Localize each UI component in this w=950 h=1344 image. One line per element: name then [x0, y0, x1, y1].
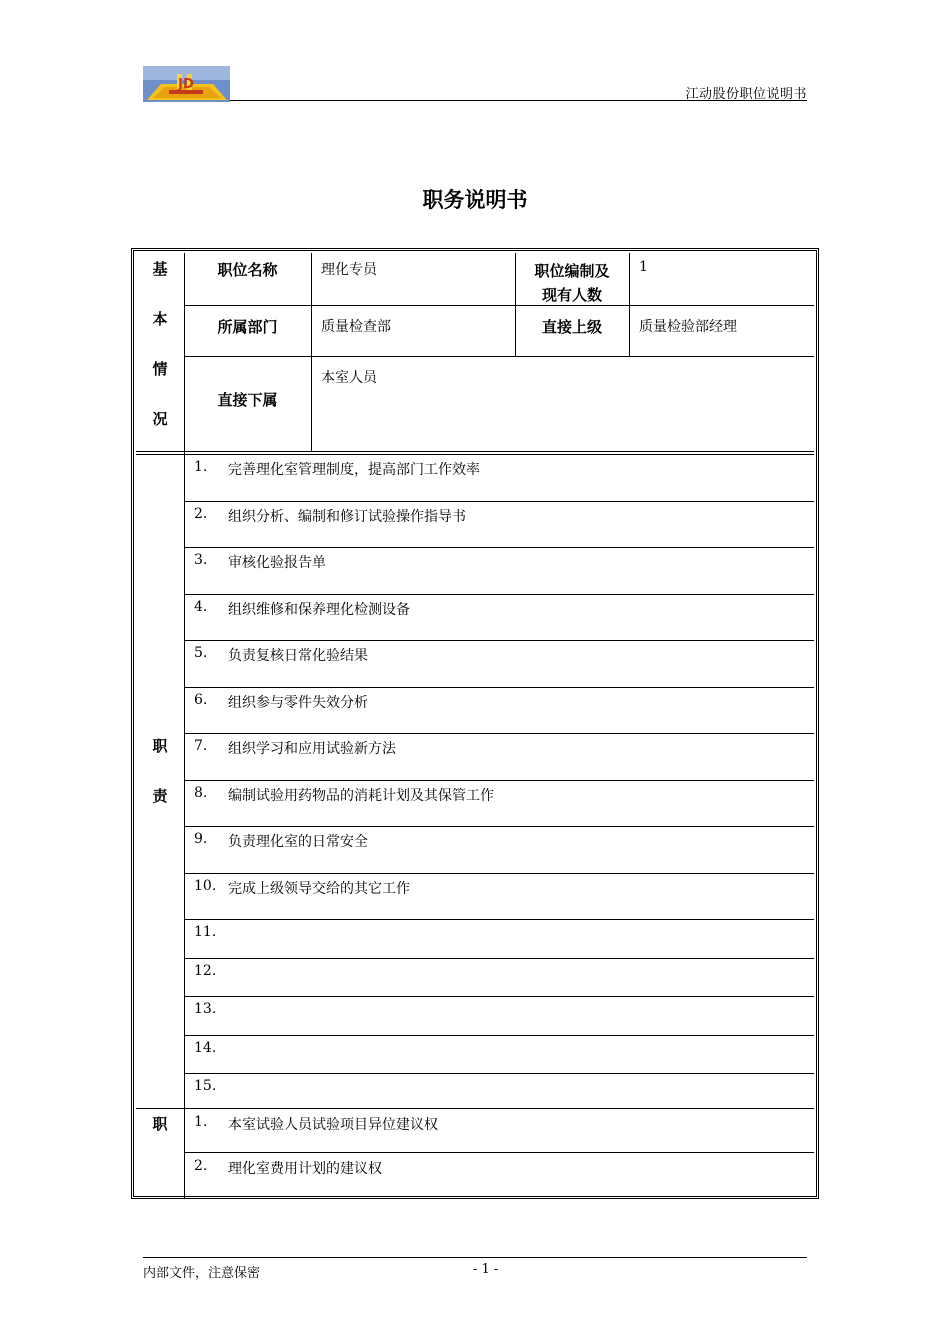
- authority-item-number: 2.: [194, 1158, 208, 1174]
- authority-section-label: 职: [152, 1115, 168, 1133]
- duty-item-text: 负责复核日常化验结果: [228, 648, 368, 664]
- label-column-divider: [311, 253, 312, 451]
- row-divider: [184, 356, 814, 357]
- section-divider: [136, 454, 814, 455]
- section-divider: [136, 1108, 814, 1109]
- duty-item-number: 8.: [194, 784, 208, 801]
- duty-item-number: 3.: [194, 552, 208, 568]
- row-divider: [184, 594, 814, 595]
- row-divider: [184, 1152, 814, 1153]
- row-divider: [184, 733, 814, 734]
- subordinate-value: 本室人员: [321, 370, 377, 386]
- authority-item-text: 理化室费用计划的建议权: [228, 1161, 382, 1177]
- duty-item-text: 组织学习和应用试验新方法: [228, 741, 396, 757]
- duty-item-text: 编制试验用药物品的消耗计划及其保管工作: [228, 787, 494, 804]
- duty-item-number: 7.: [194, 738, 208, 754]
- duty-item-text: 审核化验报告单: [228, 555, 326, 571]
- duty-item-number: 5.: [194, 645, 208, 661]
- duty-item-text: 完善理化室管理制度，提高部门工作效率: [228, 462, 480, 478]
- authority-item-number: 1.: [194, 1114, 208, 1130]
- company-logo: [143, 66, 230, 102]
- duty-item-text: 负责理化室的日常安全: [228, 834, 368, 850]
- footer-rule: [143, 1257, 807, 1258]
- duty-item-number: 15.: [194, 1078, 217, 1094]
- duty-item-text: 完成上级领导交给的其它工作: [228, 880, 410, 897]
- headcount-label: 职位编制及 现有人数: [534, 262, 610, 304]
- row-divider: [184, 919, 814, 920]
- row-divider: [184, 305, 814, 306]
- duty-item-number: 6.: [194, 691, 208, 708]
- duty-item-text: 组织参与零件失效分析: [228, 694, 368, 711]
- row-divider: [184, 547, 814, 548]
- duty-item-text: 组织分析、编制和修订试验操作指导书: [228, 508, 466, 525]
- row-divider: [184, 780, 814, 781]
- row-divider: [184, 501, 814, 502]
- duty-item-number: 13.: [194, 1001, 217, 1017]
- row-divider: [184, 996, 814, 997]
- position-name-label: 职位名称: [217, 261, 278, 279]
- row-divider: [184, 1073, 814, 1074]
- page-header: [143, 66, 807, 102]
- duty-item-number: 10.: [194, 877, 217, 894]
- duty-item-number: 14.: [194, 1039, 217, 1056]
- section-divider: [136, 451, 814, 452]
- duty-item-text: 组织维修和保养理化检测设备: [228, 601, 410, 618]
- row-divider: [184, 687, 814, 688]
- duties-section-label: 职 责: [152, 737, 168, 805]
- row-divider: [184, 958, 814, 959]
- authority-item-text: 本室试验人员试验项目异位建议权: [228, 1117, 438, 1133]
- footer-confidential-note: 内部文件，注意保密: [143, 1266, 261, 1281]
- row-divider: [184, 640, 814, 641]
- duty-item-number: 12.: [194, 962, 217, 979]
- position-name-value: 理化专员: [321, 262, 377, 278]
- department-label: 所属部门: [217, 318, 278, 336]
- row-divider: [184, 873, 814, 874]
- header-title: 江动股份职位说明书: [685, 87, 807, 102]
- row-divider: [184, 1035, 814, 1036]
- duty-item-number: 2.: [194, 505, 208, 522]
- department-value: 质量检查部: [321, 319, 391, 335]
- page-footer: [143, 1257, 807, 1281]
- duty-item-number: 11.: [194, 924, 217, 940]
- duty-item-number: 9.: [194, 831, 208, 847]
- duty-item-number: 1.: [194, 459, 208, 475]
- headcount-value: 1: [639, 259, 648, 275]
- supervisor-label: 直接上级: [541, 318, 602, 336]
- supervisor-value: 质量检验部经理: [639, 319, 737, 335]
- basic-info-section-label: 基 本 情 况: [152, 260, 168, 428]
- row-divider: [184, 826, 814, 827]
- duty-item-number: 4.: [194, 598, 208, 615]
- svg-text:JD: JD: [178, 77, 194, 92]
- document-title: 职务说明书: [422, 188, 528, 212]
- page-number: - 1 -: [473, 1262, 499, 1277]
- subordinate-label: 直接下属: [217, 391, 278, 409]
